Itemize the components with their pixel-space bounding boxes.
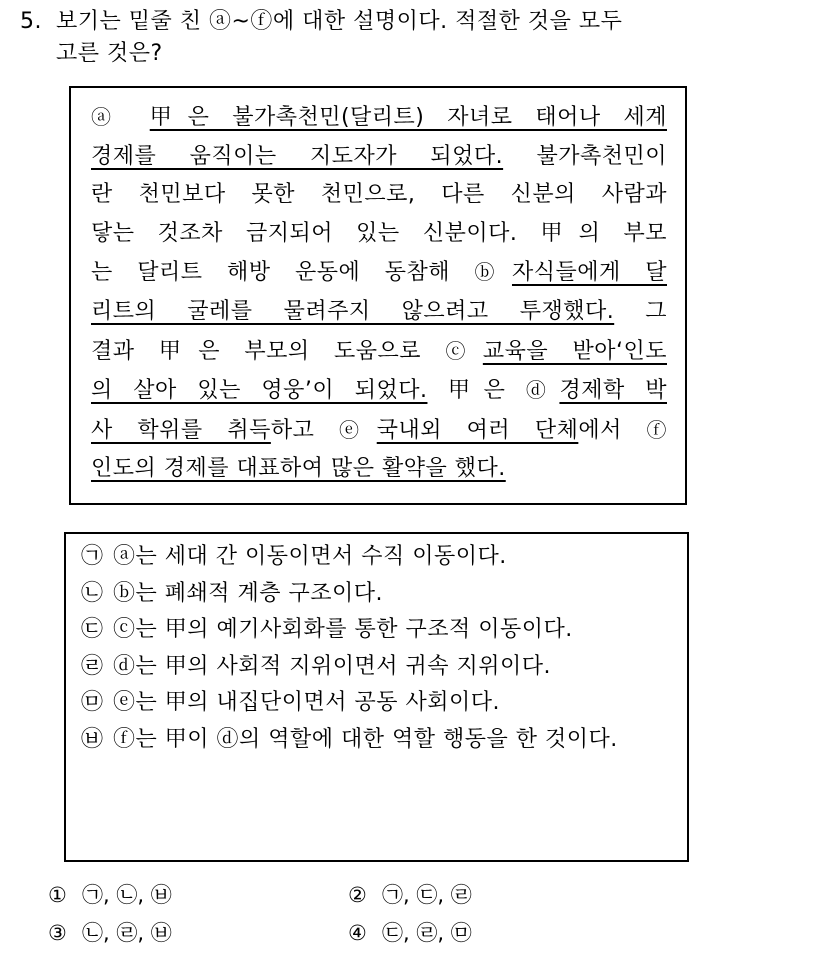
underlined-text: 인도의 경제를 대표하여 많은 활약을 했다. [91,456,506,482]
passage-text [91,98,667,489]
statement-text: ⓐ는 세대 간 이동이면서 수직 이동이다. [113,544,507,569]
passage-text-segment: 는 달리트 해방 운동에 동참해 [91,260,475,286]
statement-4 [81,649,671,686]
choice-number: ① [48,883,67,907]
question-stem [20,6,760,70]
passage-line [91,371,667,411]
statement-list [81,539,671,759]
passage-line [91,176,667,215]
passage-text-segment: 甲은 [427,378,526,404]
statement-text: ⓕ는 甲이 ⓓ의 역할에 대한 역할 행동을 한 것이다. [113,726,618,752]
choice-number: ④ [348,921,367,945]
statement-marker: ㉤ [81,690,104,716]
answer-choice-4[interactable] [348,914,648,952]
choice-number: ② [348,883,367,907]
underlined-text: 교육을 받아‘인도 [482,338,667,364]
statement-marker: ㉡ [81,580,104,606]
statement-marker: ㉢ [81,617,104,643]
passage-text-segment: 하고 [270,417,340,443]
passage-line [91,293,667,332]
answer-choices [48,876,648,952]
statement-1 [81,539,671,576]
underlined-text: 甲은 불가촉천민(달리트) 자녀로 태어나 세계 [149,105,667,130]
underlined-text: 의 살아 있는 영웅’이 되었다. [91,378,428,404]
circled-label: ⓔ [339,417,377,442]
passage-line [91,411,667,451]
passage-line [91,253,667,293]
passage-line [91,138,667,177]
passage-box [69,86,687,505]
passage-line [91,332,667,372]
statement-text: ⓔ는 甲의 내집단이면서 공동 사회이다. [113,690,500,716]
answer-choice-3[interactable] [48,914,348,952]
statement-marker: ㉠ [81,544,104,569]
statement-marker: ㉥ [81,726,104,752]
passage-line [91,215,667,254]
statement-5 [81,685,671,722]
statements-box [64,532,689,862]
choice-text: ㉢, ㉣, ㉤ [382,921,472,945]
underlined-text: 사 학위를 취득 [91,417,271,443]
passage-text-segment: 결과 甲은 부모의 도움으로 [91,338,446,364]
passage-text-segment: 닿는 것조차 금지되어 있는 신분이다. 甲의 부모 [91,220,667,246]
underlined-text: 경제를 움직이는 지도자가 되었다. [91,143,504,169]
circled-label: ⓐ [91,105,127,129]
passage-text-segment: 란 천민보다 못한 천민으로, 다른 신분의 사람과 [91,182,667,208]
statement-3 [81,612,671,649]
choice-number: ③ [48,921,67,945]
choice-text: ㉠, ㉡, ㉥ [82,883,172,907]
statement-text: ⓓ는 甲의 사회적 지위이면서 귀속 지위이다. [113,653,551,679]
statement-6 [81,722,671,759]
statement-2 [81,576,671,613]
passage-line [91,450,667,489]
choice-text: ㉡, ㉣, ㉥ [82,921,172,945]
statement-text: ⓒ는 甲의 예기사회화를 통한 구조적 이동이다. [113,617,573,643]
passage-text-segment [127,105,150,130]
passage-text-segment: 불가촉천민이 [503,143,667,169]
underlined-text: 경제학 박 [559,378,667,404]
underlined-text: 자식들에게 달 [511,260,667,286]
question-number: 5. [20,9,42,34]
circled-label: ⓓ [525,378,560,403]
circled-label: ⓒ [445,338,483,363]
underlined-text: 국내외 여러 단체 [376,417,579,443]
underlined-text: 리트의 굴레를 물려주지 않으려고 투쟁했다. [91,298,615,324]
passage-text-segment: 에서 [578,417,647,443]
question-stem-line-2: 고른 것은? [56,41,163,66]
passage-line [91,98,667,138]
question-stem-line-1: 보기는 밑줄 친 ⓐ~ⓕ에 대한 설명이다. 적절한 것을 모두 [56,9,623,34]
passage-text-segment: 그 [614,298,667,324]
answer-choice-2[interactable] [348,876,648,914]
choice-text: ㉠, ㉢, ㉣ [382,883,472,907]
answer-choice-1[interactable] [48,876,348,914]
circled-label: ⓑ [474,260,512,285]
statement-text: ⓑ는 폐쇄적 계층 구조이다. [113,580,383,606]
circled-label: ⓕ [646,417,668,442]
statement-marker: ㉣ [81,653,104,679]
